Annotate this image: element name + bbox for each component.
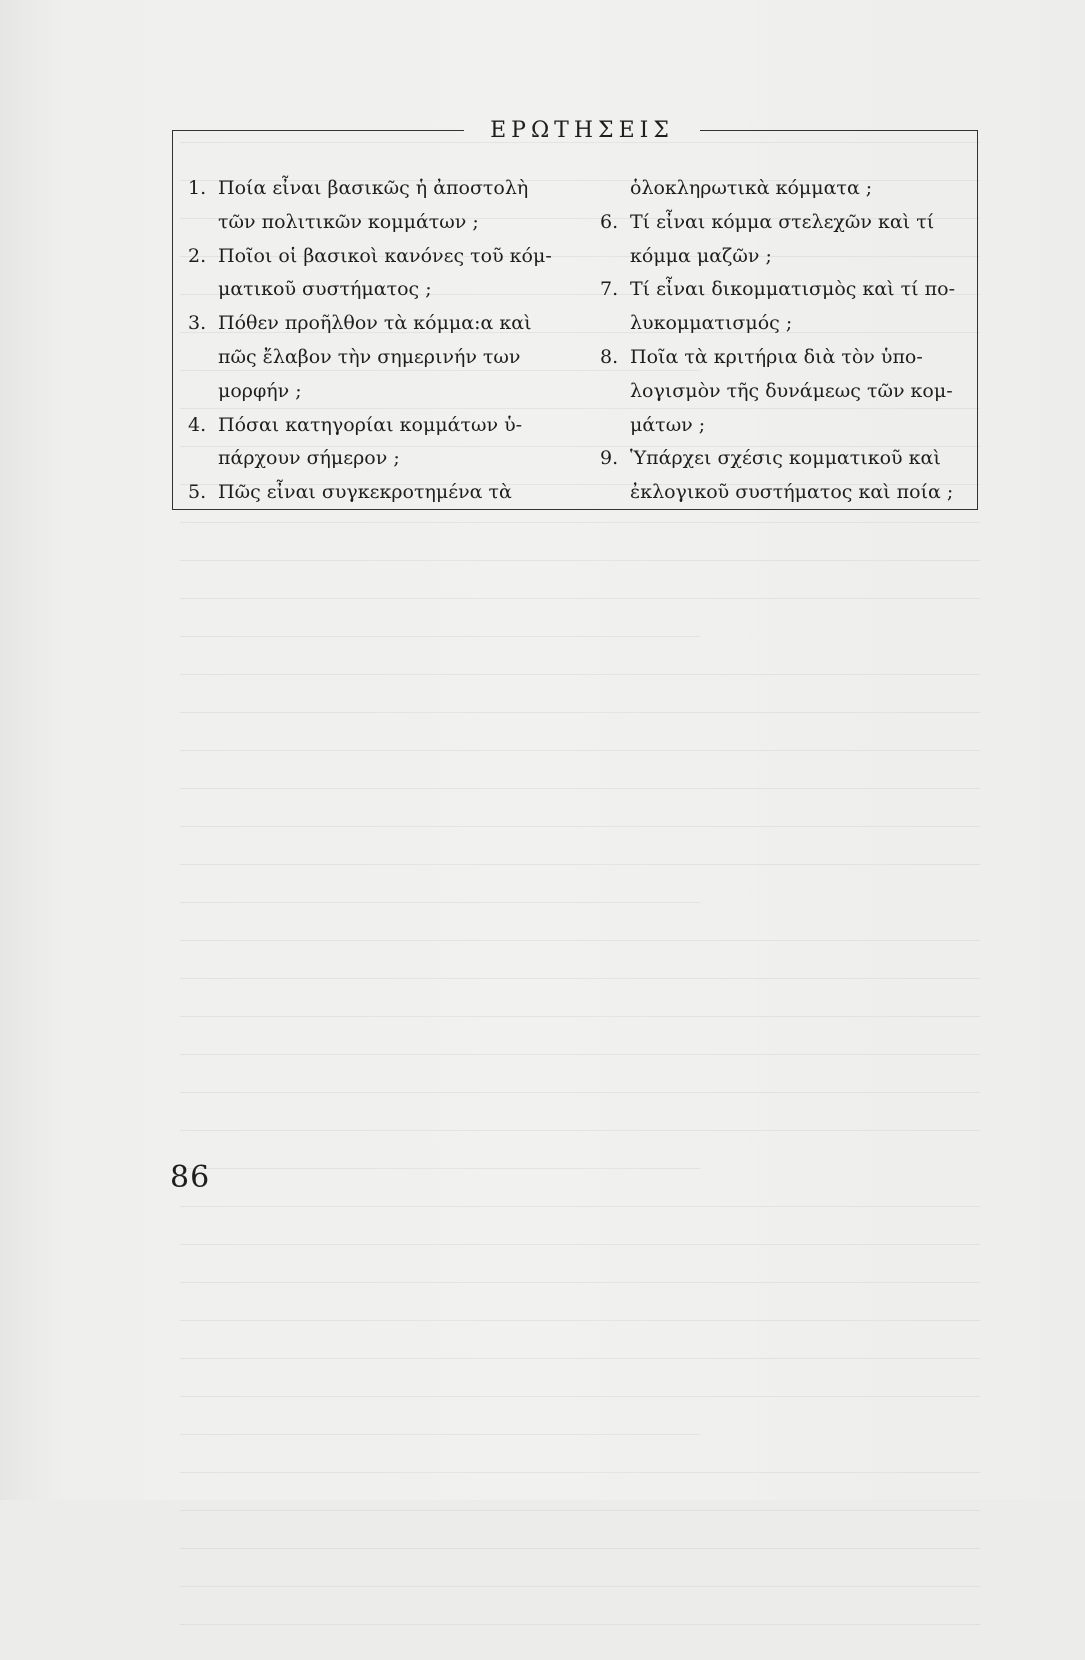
show-through-line [180, 978, 980, 979]
question-4-line-1 [188, 409, 558, 443]
show-through-line [180, 712, 980, 713]
question-text: Ποία εἶναι βασικῶς ἡ ἀποστολὴ [218, 177, 529, 199]
show-through-line [180, 864, 980, 865]
question-text: λογισμὸν τῆς δυνάμεως τῶν κομ- [630, 379, 953, 402]
show-through-line [180, 826, 980, 827]
question-9-line-1 [600, 442, 975, 476]
question-text: ἐκλογικοῦ συστήματος καὶ ποία ; [630, 481, 954, 504]
question-text: κόμμα μαζῶν ; [630, 244, 772, 267]
show-through-line [180, 1396, 980, 1397]
question-text: πάρχουν σήμερον ; [218, 447, 400, 470]
show-through-line [180, 1016, 980, 1017]
question-number: 9. [600, 447, 619, 470]
show-through-line [180, 1548, 980, 1549]
question-number: 6. [600, 210, 619, 233]
question-3-line-3 [188, 375, 558, 409]
show-through-line [180, 1092, 980, 1093]
question-text: τῶν πολιτικῶν κομμάτων ; [218, 210, 479, 233]
show-through-line [180, 674, 980, 675]
question-8-line-1 [600, 341, 975, 375]
question-text: μάτων ; [630, 413, 706, 436]
show-through-line [180, 560, 980, 561]
question-3-line-1 [188, 307, 558, 341]
question-1-line-2 [188, 206, 558, 240]
show-through-line [180, 1054, 980, 1055]
question-number: 1. [188, 177, 207, 199]
question-number: 2. [188, 244, 207, 267]
show-through-line [180, 788, 980, 789]
question-8-line-3 [600, 409, 975, 443]
questions-column-right [600, 172, 975, 510]
question-5-line-2 [600, 172, 975, 206]
question-7-line-1 [600, 273, 975, 307]
show-through-line [180, 1130, 980, 1131]
question-number: 4. [188, 413, 207, 436]
show-through-line [180, 750, 980, 751]
questions-column-left [188, 172, 558, 510]
show-through-line [180, 1434, 700, 1435]
question-text: Πόσαι κατηγορίαι κομμάτων ὑ- [218, 413, 523, 436]
question-2-line-1 [188, 240, 558, 274]
show-through-line [180, 1586, 980, 1587]
question-text: Ποῖα τὰ κριτήρια διὰ τὸν ὑπο- [630, 345, 923, 368]
question-text: Ὑπάρχει σχέσις κομματικοῦ καὶ [630, 447, 941, 470]
question-7-line-2 [600, 307, 975, 341]
show-through-line [180, 522, 980, 523]
show-through-line [180, 1624, 980, 1625]
question-3-line-2 [188, 341, 558, 375]
show-through-line [180, 1206, 980, 1207]
show-through-line [180, 1510, 980, 1511]
question-2-line-2 [188, 273, 558, 307]
show-through-line [180, 1168, 700, 1169]
section-title: ΕΡΩΤΗΣΕΙΣ [490, 118, 674, 143]
question-6-line-1 [600, 206, 975, 240]
show-through-line [180, 1282, 980, 1283]
show-through-line [180, 902, 700, 903]
question-text: Ποῖοι οἱ βασικοὶ κανόνες τοῦ κόμ- [218, 244, 552, 267]
question-text: Πόθεν προῆλθον τὰ κόμμα:α καὶ [218, 312, 532, 335]
question-number: 5. [188, 481, 207, 504]
question-number: 7. [600, 278, 619, 301]
question-9-line-2 [600, 476, 975, 510]
show-through-line [180, 598, 980, 599]
question-4-line-2 [188, 442, 558, 476]
show-through-line [180, 1244, 980, 1245]
question-number: 3. [188, 312, 207, 335]
show-through-line [180, 940, 980, 941]
question-text: πῶς ἔλαβον τὴν σημερινήν των [218, 345, 521, 368]
question-text: Τί εἶναι κόμμα στελεχῶν καὶ τί [630, 210, 935, 233]
show-through-line [180, 1358, 980, 1359]
show-through-line [180, 1320, 980, 1321]
question-text: Πῶς εἶναι συγκεκροτημένα τὰ [218, 481, 512, 504]
question-5-line-1 [188, 476, 558, 510]
question-text: ματικοῦ συστήματος ; [218, 278, 432, 301]
show-through-line [180, 1472, 980, 1473]
question-1-line-1 [188, 172, 558, 206]
question-number: 8. [600, 345, 619, 368]
question-text: ὁλοκληρωτικὰ κόμματα ; [630, 177, 873, 199]
question-6-line-2 [600, 240, 975, 274]
question-text: Τί εἶναι δικομματισμὸς καὶ τί πο- [630, 278, 955, 301]
question-text: μορφήν ; [218, 379, 302, 402]
question-8-line-2 [600, 375, 975, 409]
page-number: 86 [170, 1160, 211, 1195]
question-text: λυκομματισμός ; [630, 312, 793, 335]
show-through-line [180, 636, 700, 637]
